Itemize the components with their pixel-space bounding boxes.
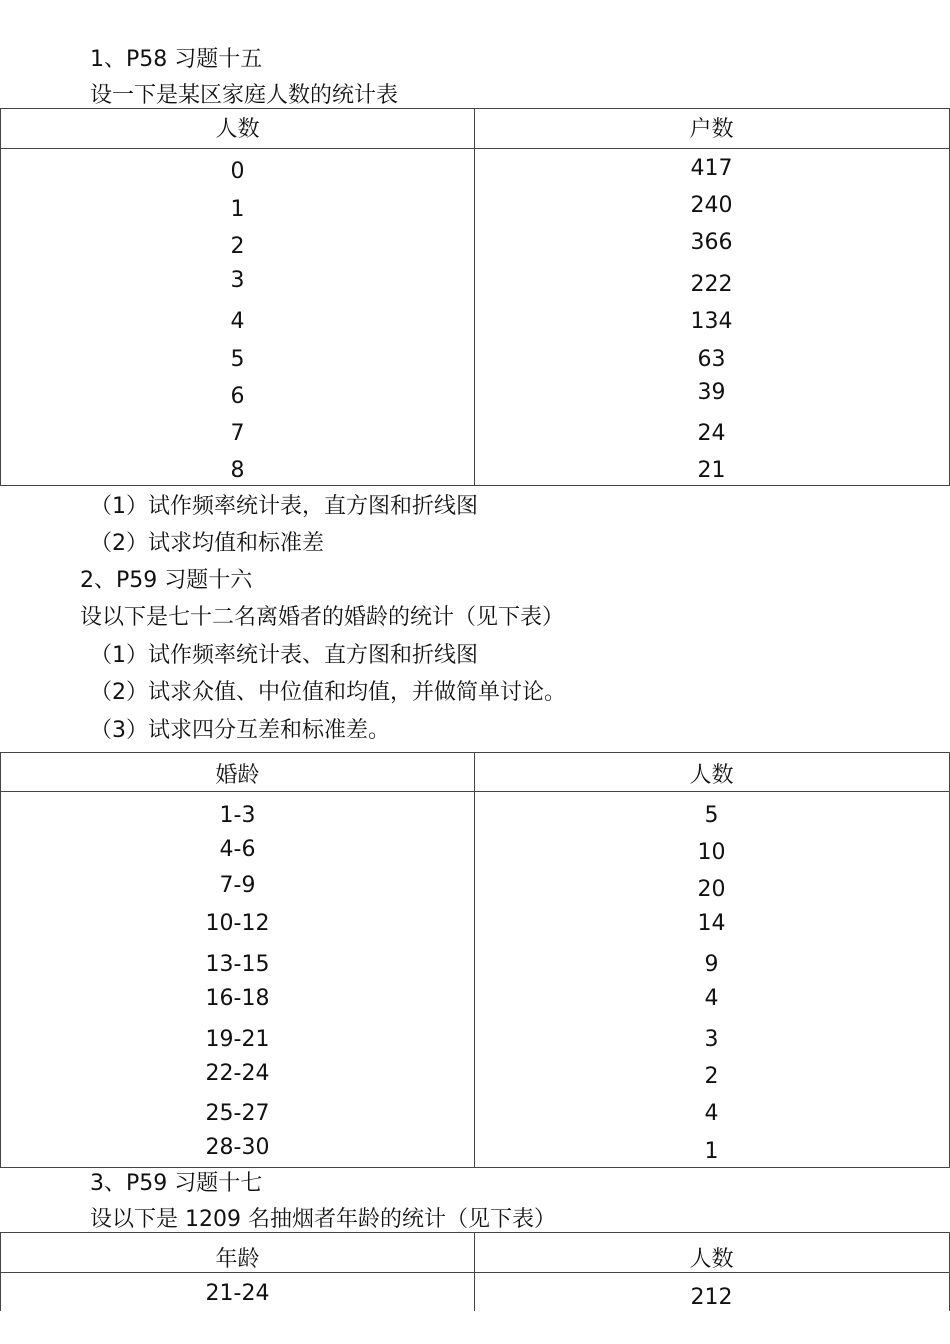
table-cell: 7-9 (219, 873, 256, 898)
table-cell: 4 (704, 986, 719, 1011)
table-cell: 39 (697, 380, 726, 405)
column-header: 婚龄 (215, 763, 260, 788)
table-cell: 9 (704, 952, 719, 977)
table-cell: 6 (230, 384, 245, 409)
household-table (0, 108, 950, 486)
table-cell: 10-12 (205, 911, 270, 936)
table-cell: 417 (690, 156, 733, 181)
table-header (1, 1233, 949, 1273)
table-cell: 134 (690, 309, 733, 334)
question-2-1: （1）试作频率统计表、直方图和折线图 (90, 643, 478, 668)
table-cell: 4-6 (219, 837, 256, 862)
question-1-1: （1）试作频率统计表，直方图和折线图 (90, 494, 478, 519)
table-cell: 21 (697, 458, 726, 483)
table-cell: 240 (690, 193, 733, 218)
table-cell: 5 (230, 347, 245, 372)
table-cell: 3 (704, 1027, 719, 1052)
table-cell: 24 (697, 421, 726, 446)
table-cell: 4 (704, 1101, 719, 1126)
table-cell: 5 (704, 803, 719, 828)
section-1-intro: 设一下是某区家庭人数的统计表 (90, 83, 399, 108)
column-header: 人数 (689, 1247, 734, 1272)
table-cell: 10 (697, 840, 726, 865)
table-cell: 19-21 (205, 1027, 270, 1052)
question-1-2: （2）试求均值和标准差 (90, 531, 324, 556)
section-2-intro: 设以下是七十二名离婚者的婚龄的统计（见下表） (80, 605, 565, 630)
section-2-heading: 2、P59 习题十六 (80, 568, 253, 593)
table-cell: 1 (230, 197, 245, 222)
table-cell: 2 (704, 1064, 719, 1089)
question-2-3: （3）试求四分互差和标准差。 (90, 718, 390, 743)
section-1-heading: 1、P58 习题十五 (90, 47, 263, 72)
column-header: 年龄 (215, 1247, 260, 1272)
table-cell: 7 (230, 421, 245, 446)
table-cell: 2 (230, 234, 245, 259)
question-2-2: （2）试求众值、中位值和均值，并做简单讨论。 (90, 680, 566, 705)
column-header: 人数 (215, 117, 260, 142)
table-cell: 4 (230, 309, 245, 334)
column-header: 人数 (689, 763, 734, 788)
table-cell: 1-3 (219, 803, 256, 828)
table-cell: 21-24 (205, 1281, 270, 1306)
table-cell: 28-30 (205, 1135, 270, 1160)
table-cell: 22-24 (205, 1061, 270, 1086)
table-cell: 212 (690, 1285, 733, 1310)
marriage-age-table (0, 752, 950, 1168)
table-header (1, 109, 949, 149)
table-cell: 3 (230, 268, 245, 293)
table-cell: 14 (697, 911, 726, 936)
table-header (1, 753, 949, 792)
table-cell: 25-27 (205, 1101, 270, 1126)
table-cell: 222 (690, 272, 733, 297)
table-cell: 1 (704, 1139, 719, 1164)
table-cell: 0 (230, 159, 245, 184)
section-3-heading: 3、P59 习题十七 (90, 1171, 263, 1196)
table-cell: 16-18 (205, 986, 270, 1011)
table-cell: 366 (690, 230, 733, 255)
section-3-intro: 设以下是 1209 名抽烟者年龄的统计（见下表） (90, 1207, 556, 1232)
table-cell: 63 (697, 347, 726, 372)
smoker-age-table (0, 1232, 950, 1311)
column-header: 户数 (689, 117, 734, 142)
table-cell: 8 (230, 458, 245, 483)
table-cell: 13-15 (205, 952, 270, 977)
table-cell: 20 (697, 877, 726, 902)
